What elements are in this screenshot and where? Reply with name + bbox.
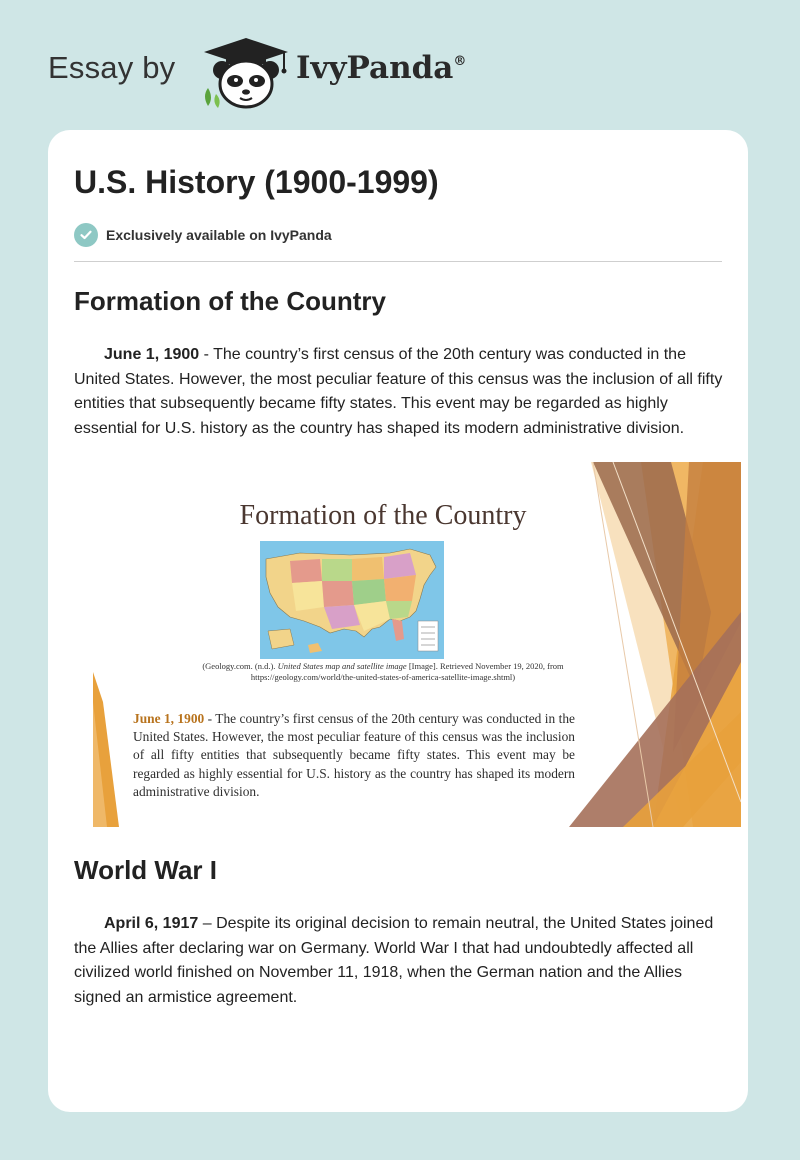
event-date: April 6, 1917: [104, 915, 199, 932]
exclusive-badge: [74, 222, 332, 248]
content-card: [48, 130, 748, 1112]
site-header: [48, 30, 508, 110]
event-date: June 1, 1900: [104, 346, 200, 363]
divider: [74, 261, 722, 262]
brand-prefix: Essay by: [48, 50, 176, 85]
caption-url: https://geology.com/world/the-united-states-of-america-satellite-image.shtml): [250, 672, 516, 682]
exclusive-label: Exclusively available on IvyPanda: [106, 227, 332, 243]
section-paragraph: April 6, 1917 – Despite its original decision to remain neutral, the United States joined the Allies after declaring war on Germany. World War I that had undoubtedly affected all civilized world finished on November 11, 1918, when the German nation and the Allies signed an armistice agreement.: [74, 915, 714, 1006]
panda-graduate-logo-icon: [200, 36, 292, 110]
slide-paragraph: June 1, 1900 - The country’s first census of the 20th century was conducted in the United States. However, the most peculiar feature of this census was the inclusion of all fifty entities that subsequently became fifty states. This event may be regarded as highly essential for U.S. history as the country has shaped its modern administrative division.: [133, 711, 575, 799]
check-circle-icon: [74, 223, 98, 247]
section-heading: World War I: [74, 855, 217, 885]
slide-date: June 1, 1900: [133, 711, 205, 726]
section-paragraph: June 1, 1900 - The country’s first census of the 20th century was conducted in the United States. However, the most peculiar feature of this census was the inclusion of all fifty entities that subsequently became fifty states. This event may be regarded as highly essential for U.S. history as the country has shaped its modern administrative division.: [74, 346, 723, 437]
section-heading: Formation of the Country: [74, 286, 386, 316]
image-caption: (Geology.com. (n.d.). United States map and satellite image [Image]. Retrieved November 19, 2020, from https://geology.com/world/the-united-states-of-america-satellite-image.shtml): [202, 661, 564, 682]
slide-title: Formation of the Country: [239, 500, 527, 531]
us-map-image: [260, 541, 444, 659]
slide-image: [93, 462, 741, 827]
page-title: U.S. History (1900-1999): [74, 164, 439, 200]
brand-name: IvyPanda®: [296, 50, 467, 86]
